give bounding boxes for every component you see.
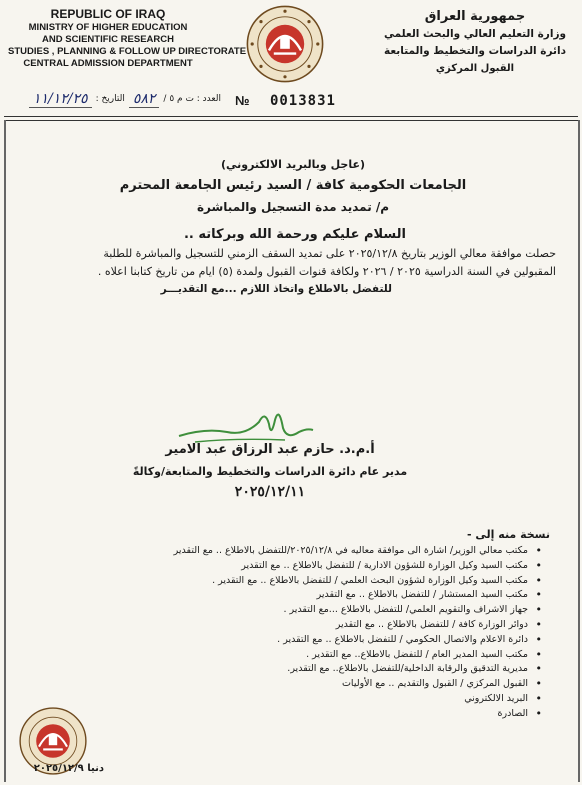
letter-body-line: حصلت موافقة معالي الوزير بتاريخ ٢٠٢٥/١٢/٨ على تمديد السقف الزمني للتسجيل والمباشرة للطلبة (103, 247, 556, 260)
letter-subject: م/ تمديد مدة التسجيل والمباشرة (196, 200, 390, 214)
closing-remark: للتفضل بالاطلاع واتخاذ اللازم ...مع التقديـــر (160, 283, 392, 295)
arabic-country: جمهورية العراق (424, 9, 526, 24)
serial-value: 0013831 (269, 93, 336, 109)
english-letterhead (8, 7, 247, 70)
reference-date-value: ١١/١٢/٢٥ (29, 91, 92, 108)
signatory-name: أ.م.د. حازم عبد الرزاق عبد الامير (165, 442, 375, 457)
signatory-block (110, 442, 430, 500)
list-item: • دوائر الوزارة كافة / للتفضل بالاطلاع .. مع التقدير (48, 618, 528, 633)
english-ministry: MINISTRY OF HIGHER EDUCATION (28, 22, 188, 33)
reference-number-label: العدد : ت م ٥ / (163, 94, 221, 104)
cc-list (48, 544, 542, 722)
list-item: • مديرية التدقيق والرقابة الداخلية/للتفضل بالاطلاع.. مع التقدير. (48, 662, 528, 677)
arabic-department: القبول المركزي (435, 63, 515, 74)
english-department: CENTRAL ADMISSION DEPARTMENT (23, 58, 193, 69)
list-item: • الصادرة (48, 707, 528, 722)
serial-prefix: № (235, 93, 251, 108)
serial-number (235, 93, 336, 109)
list-item: • مكتب السيد المدير العام / للتفضل بالاطلاع.. مع التقدير . (48, 648, 528, 663)
english-directorate: STUDIES , PLANNING & FOLLOW UP DIRECTORATE (8, 46, 247, 57)
ministry-seal-icon (245, 4, 325, 84)
signature-date: ٢٠٢٥/١٢/١١ (234, 484, 306, 500)
list-item: • دائرة الاعلام والاتصال الحكومي / للتفضل بالاطلاع .. مع التقدير . (48, 633, 528, 648)
header-divider (4, 116, 578, 117)
cc-heading: نسخة منه إلى - (467, 528, 550, 541)
letter-body (30, 245, 556, 281)
reference-date-label: التاريخ : (95, 94, 125, 104)
list-item: • مكتب السيد المستشار / للتفضل بالاطلاع .. مع التقدير (48, 588, 528, 603)
urgent-note: (عاجل وبالبريد الالكتروني) (220, 158, 366, 171)
list-item: • مكتب السيد وكيل الوزارة للشؤون الادارية / للتفضل بالاطلاع .. مع التقدير (48, 559, 528, 574)
english-country: REPUBLIC OF IRAQ (50, 7, 166, 21)
letter-body-line: المقبولين في السنة الدراسية ٢٠٢٥ / ٢٠٢٦ ولكافة قنوات القبول ولمدة (٥) ايام من تاريخ كتابنا اعلاه . (97, 265, 556, 278)
list-item: • جهاز الاشراف والتقويم العلمي/ للتفضل بالاطلاع ...مع التقدير . (48, 603, 528, 618)
list-item: • القبول المركزي / القبول والتقديم .. مع الأوليات (48, 677, 528, 692)
arabic-letterhead (380, 8, 570, 77)
reference-number-value: ٥٨٢ (129, 91, 160, 108)
typist-date: دنيا ٢٠٢٥/١٢/٩ (33, 763, 104, 774)
list-item: • البريد الالكتروني (48, 692, 528, 707)
signatory-title: مدير عام دائرة الدراسات والتخطيط والمتابعة/وكالةً (132, 465, 408, 478)
list-item: • مكتب السيد وكيل الوزارة لشؤون البحث العلمي / للتفضل بالاطلاع .. مع التقدير . (48, 574, 528, 589)
reference-line (6, 88, 221, 110)
recipient-address: الجامعات الحكومية كافة / السيد رئيس الجامعة المحترم (119, 178, 467, 193)
greeting: السلام عليكم ورحمة الله وبركاته .. (183, 227, 406, 242)
arabic-directorate: دائرة الدراسات والتخطيط والمتابعة (384, 45, 566, 57)
arabic-ministry: وزارة التعليم العالي والبحث العلمي (383, 28, 567, 40)
list-item: • مكتب معالي الوزير/ اشارة الى موافقة معاليه في ٢٠٢٥/١٢/٨/للتفضل بالاطلاع .. مع التقدير (48, 544, 528, 559)
english-ministry-2: AND SCIENTIFIC RESEARCH (42, 34, 174, 45)
